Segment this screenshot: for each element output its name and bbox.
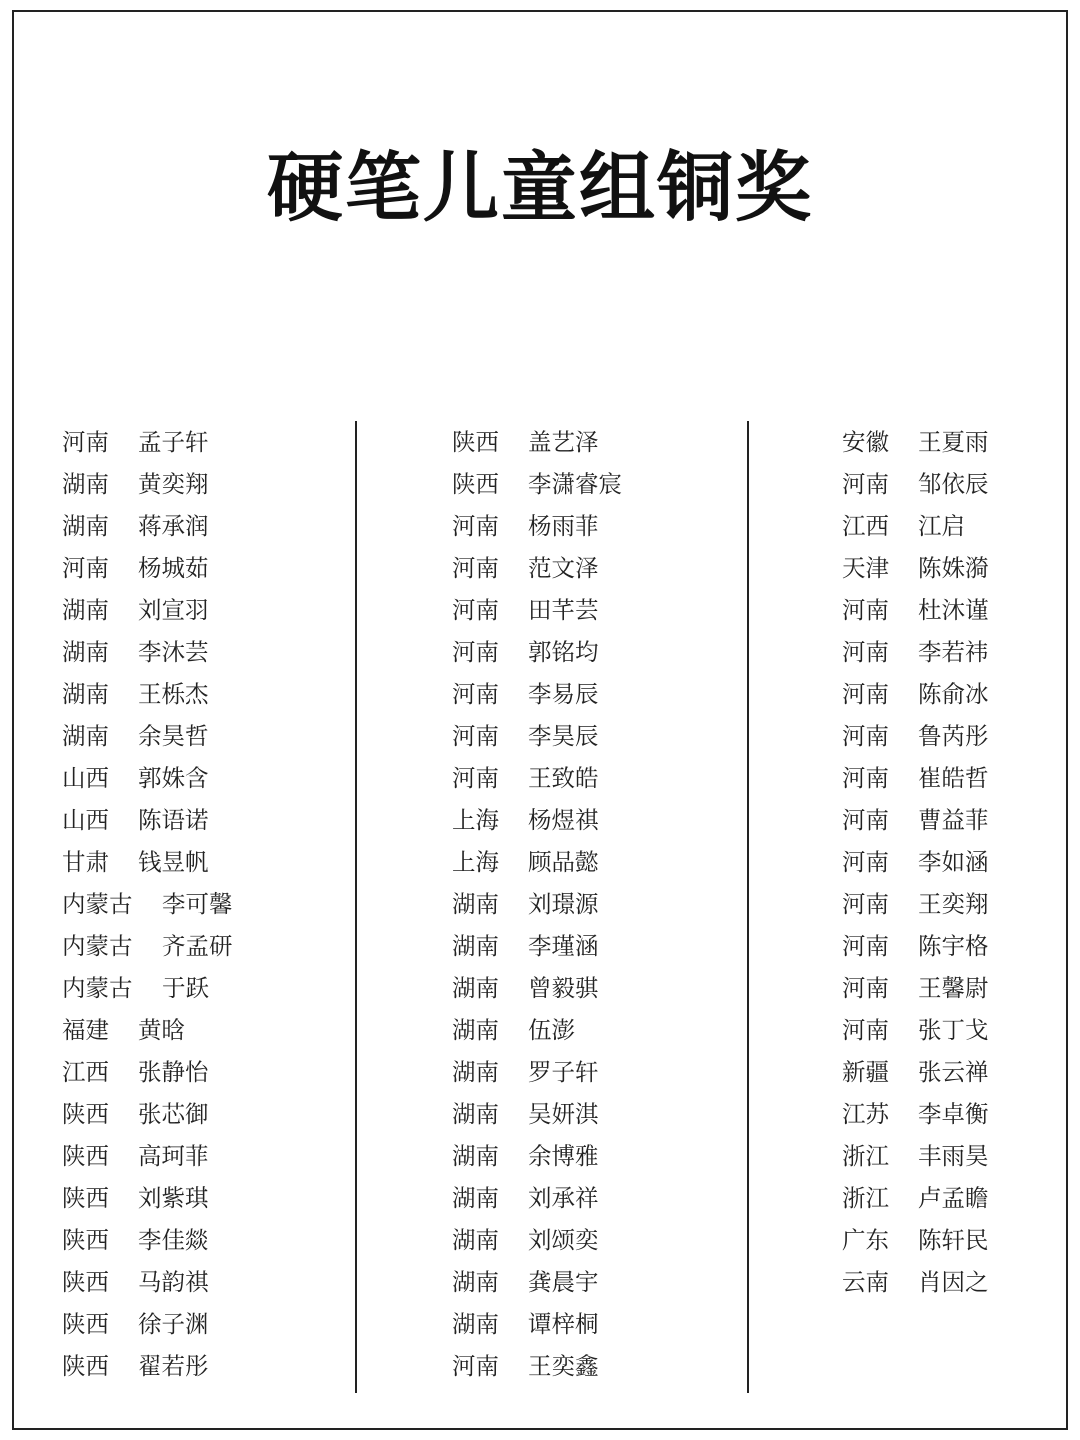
list-item <box>842 1261 989 1303</box>
awardee-name: 江启 <box>918 512 965 540</box>
province-label: 湖南 <box>62 638 109 666</box>
name-list-column-2 <box>452 421 622 1387</box>
list-item <box>62 1177 233 1219</box>
list-item <box>452 589 622 631</box>
list-item <box>842 421 989 463</box>
list-item <box>452 673 622 715</box>
awardee-name: 王栎杰 <box>138 680 209 708</box>
list-item <box>452 757 622 799</box>
awardee-name: 王馨尉 <box>918 974 989 1002</box>
province-label: 上海 <box>452 806 499 834</box>
province-label: 山西 <box>62 764 109 792</box>
awardee-name: 龚晨宇 <box>528 1268 599 1296</box>
awardee-name: 陈姝漪 <box>918 554 989 582</box>
list-item <box>842 631 989 673</box>
list-item <box>62 631 233 673</box>
awardee-name: 黄晗 <box>138 1016 185 1044</box>
awardee-name: 李佳燚 <box>138 1226 209 1254</box>
awardee-name: 杨雨菲 <box>528 512 599 540</box>
list-item <box>842 1093 989 1135</box>
awardee-name: 于跃 <box>162 974 209 1002</box>
list-item <box>62 1135 233 1177</box>
province-label: 河南 <box>842 638 889 666</box>
list-item <box>842 547 989 589</box>
awardee-name: 曾毅骐 <box>528 974 599 1002</box>
awardee-name: 陈语诺 <box>138 806 209 834</box>
province-label: 湖南 <box>452 1184 499 1212</box>
province-label: 新疆 <box>842 1058 889 1086</box>
province-label: 河南 <box>452 680 499 708</box>
province-label: 湖南 <box>62 596 109 624</box>
list-item <box>452 1303 622 1345</box>
name-list-column-3 <box>842 421 989 1303</box>
list-item <box>62 421 233 463</box>
awardee-name: 张云禅 <box>918 1058 989 1086</box>
list-item <box>62 505 233 547</box>
awardee-name: 杨煜祺 <box>528 806 599 834</box>
list-item <box>62 1303 233 1345</box>
name-list-column-1 <box>62 421 233 1387</box>
awardee-name: 刘颂奕 <box>528 1226 599 1254</box>
awardee-name: 高珂菲 <box>138 1142 209 1170</box>
province-label: 湖南 <box>452 1100 499 1128</box>
awardee-name: 伍澎 <box>528 1016 575 1044</box>
awardee-name: 邹依辰 <box>918 470 989 498</box>
province-label: 江西 <box>62 1058 109 1086</box>
awardee-name: 杜沐谨 <box>918 596 989 624</box>
province-label: 河南 <box>842 1016 889 1044</box>
list-item <box>452 841 622 883</box>
awardee-name: 翟若彤 <box>138 1352 209 1380</box>
awardee-name: 卢孟瞻 <box>918 1184 989 1212</box>
awardee-name: 黄奕翔 <box>138 470 209 498</box>
list-item <box>62 673 233 715</box>
province-label: 河南 <box>62 554 109 582</box>
province-label: 河南 <box>842 722 889 750</box>
province-label: 内蒙古 <box>62 932 133 960</box>
awardee-name: 丰雨昊 <box>918 1142 989 1170</box>
list-item <box>452 1345 622 1387</box>
province-label: 湖南 <box>62 470 109 498</box>
province-label: 河南 <box>452 638 499 666</box>
awardee-name: 陈俞冰 <box>918 680 989 708</box>
awardee-name: 吴妍淇 <box>528 1100 599 1128</box>
awardee-name: 李沐芸 <box>138 638 209 666</box>
province-label: 上海 <box>452 848 499 876</box>
list-item <box>452 1093 622 1135</box>
province-label: 河南 <box>842 680 889 708</box>
awardee-name: 王奕鑫 <box>528 1352 599 1380</box>
list-item <box>62 1261 233 1303</box>
list-item <box>62 841 233 883</box>
list-item <box>452 715 622 757</box>
list-item <box>62 1219 233 1261</box>
province-label: 湖南 <box>452 1310 499 1338</box>
awardee-name: 李潇睿宸 <box>528 470 622 498</box>
awardee-name: 崔皓哲 <box>918 764 989 792</box>
province-label: 湖南 <box>452 890 499 918</box>
list-item <box>62 757 233 799</box>
list-item <box>842 463 989 505</box>
province-label: 河南 <box>842 848 889 876</box>
list-item <box>842 799 989 841</box>
list-item <box>62 967 233 1009</box>
province-label: 湖南 <box>452 1268 499 1296</box>
list-item <box>842 841 989 883</box>
awardee-name: 齐孟研 <box>162 932 233 960</box>
province-label: 甘肃 <box>62 848 109 876</box>
awardee-name: 徐子渊 <box>138 1310 209 1338</box>
province-label: 湖南 <box>452 1016 499 1044</box>
list-item <box>452 799 622 841</box>
list-item <box>62 925 233 967</box>
list-item <box>842 589 989 631</box>
awardee-name: 马韵祺 <box>138 1268 209 1296</box>
province-label: 河南 <box>452 512 499 540</box>
province-label: 河南 <box>842 806 889 834</box>
list-item <box>62 1345 233 1387</box>
awardee-name: 郭姝含 <box>138 764 209 792</box>
list-item <box>62 799 233 841</box>
awardee-name: 陈轩民 <box>918 1226 989 1254</box>
province-label: 湖南 <box>62 722 109 750</box>
awardee-name: 钱昱帆 <box>138 848 209 876</box>
list-item <box>452 421 622 463</box>
awardee-name: 杨城茹 <box>138 554 209 582</box>
awardee-name: 刘璟源 <box>528 890 599 918</box>
list-item <box>452 631 622 673</box>
list-item <box>62 715 233 757</box>
awardee-name: 曹益菲 <box>918 806 989 834</box>
list-item <box>842 967 989 1009</box>
awardee-name: 李瑾涵 <box>528 932 599 960</box>
province-label: 河南 <box>842 596 889 624</box>
awardee-name: 谭梓桐 <box>528 1310 599 1338</box>
list-item <box>452 883 622 925</box>
province-label: 陕西 <box>62 1310 109 1338</box>
awardee-name: 郭铭均 <box>528 638 599 666</box>
list-item <box>452 967 622 1009</box>
awardee-name: 刘紫琪 <box>138 1184 209 1212</box>
page-title: 硬笔儿童组铜奖 <box>267 143 813 232</box>
column-divider-2 <box>747 421 749 1393</box>
awardee-name: 田芊芸 <box>528 596 599 624</box>
list-item <box>452 547 622 589</box>
awardee-name: 李卓衡 <box>918 1100 989 1128</box>
province-label: 江苏 <box>842 1100 889 1128</box>
list-item <box>842 1051 989 1093</box>
province-label: 湖南 <box>62 512 109 540</box>
province-label: 河南 <box>842 470 889 498</box>
list-item <box>842 925 989 967</box>
province-label: 河南 <box>842 932 889 960</box>
list-item <box>452 1135 622 1177</box>
awardee-name: 李若祎 <box>918 638 989 666</box>
list-item <box>842 715 989 757</box>
list-item <box>842 1219 989 1261</box>
province-label: 河南 <box>842 974 889 1002</box>
awardee-name: 余昊哲 <box>138 722 209 750</box>
list-item <box>452 463 622 505</box>
awardee-name: 鲁芮彤 <box>918 722 989 750</box>
list-item <box>62 883 233 925</box>
list-item <box>842 757 989 799</box>
list-item <box>452 1009 622 1051</box>
province-label: 广东 <box>842 1226 889 1254</box>
awardee-name: 刘宣羽 <box>138 596 209 624</box>
province-label: 陕西 <box>452 470 499 498</box>
list-item <box>62 1093 233 1135</box>
awardee-name: 范文泽 <box>528 554 599 582</box>
province-label: 陕西 <box>62 1184 109 1212</box>
list-item <box>452 1219 622 1261</box>
province-label: 河南 <box>452 764 499 792</box>
list-item <box>452 1177 622 1219</box>
awardee-name: 王致皓 <box>528 764 599 792</box>
province-label: 陕西 <box>62 1226 109 1254</box>
awardee-name: 张静怡 <box>138 1058 209 1086</box>
list-item <box>452 505 622 547</box>
awardee-name: 肖因之 <box>918 1268 989 1296</box>
province-label: 陕西 <box>452 428 499 456</box>
province-label: 河南 <box>452 1352 499 1380</box>
province-label: 山西 <box>62 806 109 834</box>
awardee-name: 顾品懿 <box>528 848 599 876</box>
province-label: 江西 <box>842 512 889 540</box>
province-label: 内蒙古 <box>62 974 133 1002</box>
awardee-name: 盖艺泽 <box>528 428 599 456</box>
awardee-name: 刘承祥 <box>528 1184 599 1212</box>
awardee-name: 王奕翔 <box>918 890 989 918</box>
awardee-name: 张芯御 <box>138 1100 209 1128</box>
province-label: 湖南 <box>452 1058 499 1086</box>
province-label: 浙江 <box>842 1142 889 1170</box>
province-label: 天津 <box>842 554 889 582</box>
province-label: 湖南 <box>452 932 499 960</box>
province-label: 湖南 <box>62 680 109 708</box>
province-label: 河南 <box>62 428 109 456</box>
list-item <box>842 1009 989 1051</box>
province-label: 安徽 <box>842 428 889 456</box>
awardee-name: 李易辰 <box>528 680 599 708</box>
list-item <box>842 505 989 547</box>
awardee-name: 孟子轩 <box>138 428 209 456</box>
awardee-name: 陈宇格 <box>918 932 989 960</box>
province-label: 河南 <box>842 890 889 918</box>
province-label: 陕西 <box>62 1268 109 1296</box>
list-item <box>62 547 233 589</box>
awardee-name: 蒋承润 <box>138 512 209 540</box>
list-item <box>62 463 233 505</box>
awardee-name: 李如涵 <box>918 848 989 876</box>
awardee-name: 王夏雨 <box>918 428 989 456</box>
province-label: 陕西 <box>62 1142 109 1170</box>
list-item <box>842 1135 989 1177</box>
list-item <box>842 883 989 925</box>
awardee-name: 罗子轩 <box>528 1058 599 1086</box>
awardee-name: 李可馨 <box>162 890 233 918</box>
province-label: 云南 <box>842 1268 889 1296</box>
list-item <box>62 1009 233 1051</box>
list-item <box>842 673 989 715</box>
list-item <box>452 925 622 967</box>
province-label: 河南 <box>452 554 499 582</box>
province-label: 陕西 <box>62 1100 109 1128</box>
province-label: 湖南 <box>452 974 499 1002</box>
province-label: 河南 <box>452 722 499 750</box>
awardee-name: 李昊辰 <box>528 722 599 750</box>
province-label: 湖南 <box>452 1226 499 1254</box>
province-label: 河南 <box>842 764 889 792</box>
awardee-name: 余博雅 <box>528 1142 599 1170</box>
list-item <box>452 1051 622 1093</box>
province-label: 湖南 <box>452 1142 499 1170</box>
province-label: 陕西 <box>62 1352 109 1380</box>
list-item <box>62 589 233 631</box>
awardee-name: 张丁戈 <box>918 1016 989 1044</box>
list-item <box>842 1177 989 1219</box>
column-divider-1 <box>355 421 357 1393</box>
province-label: 福建 <box>62 1016 109 1044</box>
province-label: 河南 <box>452 596 499 624</box>
list-item <box>452 1261 622 1303</box>
province-label: 浙江 <box>842 1184 889 1212</box>
list-item <box>62 1051 233 1093</box>
province-label: 内蒙古 <box>62 890 133 918</box>
